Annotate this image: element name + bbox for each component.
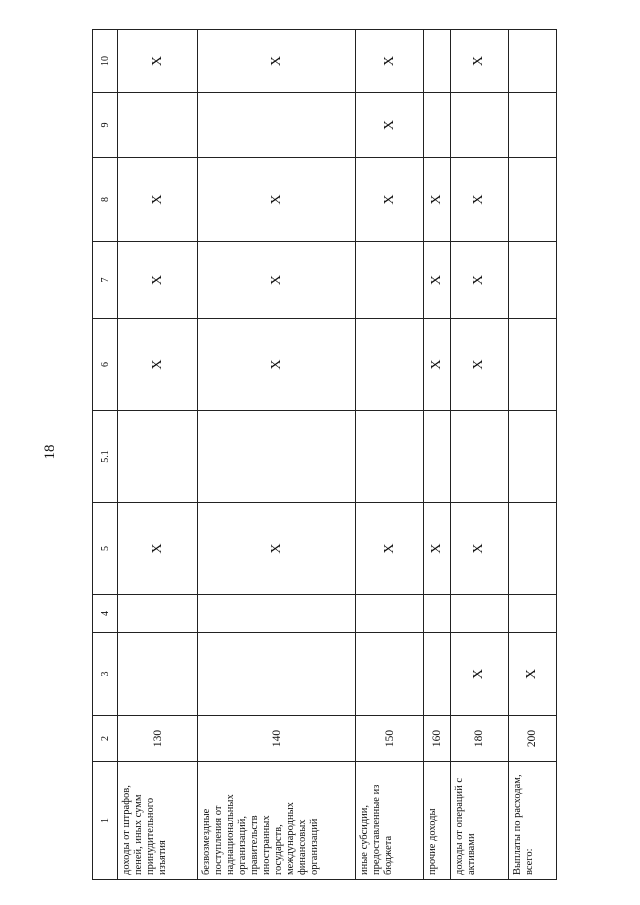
table-cell — [118, 93, 198, 158]
row-label: иные субсидии, предоставленные из бюджета — [356, 762, 424, 880]
table-cell: X — [198, 503, 356, 595]
table-row — [118, 30, 198, 880]
table-cell: X — [424, 319, 450, 411]
table-cell: X — [118, 319, 198, 411]
header-cell: 3 — [93, 633, 118, 716]
header-cell: 8 — [93, 158, 118, 242]
table-cell — [356, 411, 424, 503]
table-cell: X — [450, 158, 508, 242]
table-cell — [356, 242, 424, 319]
table-cell: X — [198, 242, 356, 319]
row-label: Выплаты по расходам, всего: — [508, 762, 556, 880]
table-row — [424, 30, 450, 880]
table-cell — [424, 595, 450, 633]
table-row — [356, 30, 424, 880]
table-cell: X — [450, 319, 508, 411]
table-cell — [508, 319, 556, 411]
table-cell — [508, 595, 556, 633]
table-cell: X — [356, 30, 424, 93]
row-code: 180 — [450, 716, 508, 762]
table-cell: X — [118, 242, 198, 319]
table-cell — [450, 411, 508, 503]
header-cell: 4 — [93, 595, 118, 633]
table-container — [92, 30, 557, 880]
table-cell — [198, 595, 356, 633]
table-cell — [118, 411, 198, 503]
table-cell — [424, 93, 450, 158]
table-cell — [450, 93, 508, 158]
table-cell — [508, 503, 556, 595]
header-cell: 9 — [93, 93, 118, 158]
table-cell: X — [508, 633, 556, 716]
table-body — [93, 30, 557, 880]
table-cell: X — [118, 503, 198, 595]
table-row — [198, 30, 356, 880]
table-cell: X — [198, 158, 356, 242]
table-cell — [424, 633, 450, 716]
table-cell: X — [356, 503, 424, 595]
header-cell: 6 — [93, 319, 118, 411]
row-code: 130 — [118, 716, 198, 762]
table-cell: X — [118, 30, 198, 93]
table-cell: X — [450, 503, 508, 595]
header-row — [93, 30, 118, 880]
table-cell — [424, 30, 450, 93]
table-cell: X — [450, 30, 508, 93]
table-cell: X — [424, 242, 450, 319]
row-label: доходы от операций с активами — [450, 762, 508, 880]
row-label: доходы от штрафов, пеней, иных сумм принудительного изъятия — [118, 762, 198, 880]
table-cell — [424, 411, 450, 503]
table-cell: X — [118, 158, 198, 242]
table-cell — [198, 633, 356, 716]
row-label: безвозмездные поступления от наднациональных организаций, правительств иностранных государств, международных финансовых организаций — [198, 762, 356, 880]
row-label: прочие доходы — [424, 762, 450, 880]
table-cell — [118, 595, 198, 633]
header-cell: 5 — [93, 503, 118, 595]
table-cell: X — [450, 242, 508, 319]
row-code: 150 — [356, 716, 424, 762]
table-cell — [118, 633, 198, 716]
table-cell: X — [424, 158, 450, 242]
financial-table — [92, 29, 557, 880]
header-cell: 7 — [93, 242, 118, 319]
table-cell — [356, 319, 424, 411]
table-cell — [508, 158, 556, 242]
table-cell — [198, 93, 356, 158]
table-cell — [508, 411, 556, 503]
header-cell: 5.1 — [93, 411, 118, 503]
table-cell: X — [424, 503, 450, 595]
table-cell — [356, 595, 424, 633]
row-code: 140 — [198, 716, 356, 762]
header-cell: 2 — [93, 716, 118, 762]
table-cell — [508, 30, 556, 93]
table-row — [508, 30, 556, 880]
table-cell: X — [198, 319, 356, 411]
table-cell: X — [198, 30, 356, 93]
header-cell: 10 — [93, 30, 118, 93]
table-cell: X — [356, 158, 424, 242]
table-row — [450, 30, 508, 880]
row-code: 200 — [508, 716, 556, 762]
page-number: 18 — [42, 444, 58, 460]
table-cell — [356, 633, 424, 716]
table-cell — [450, 595, 508, 633]
header-cell: 1 — [93, 762, 118, 880]
table-cell: X — [356, 93, 424, 158]
row-code: 160 — [424, 716, 450, 762]
table-cell — [508, 242, 556, 319]
table-cell — [508, 93, 556, 158]
table-cell: X — [450, 633, 508, 716]
table-cell — [198, 411, 356, 503]
